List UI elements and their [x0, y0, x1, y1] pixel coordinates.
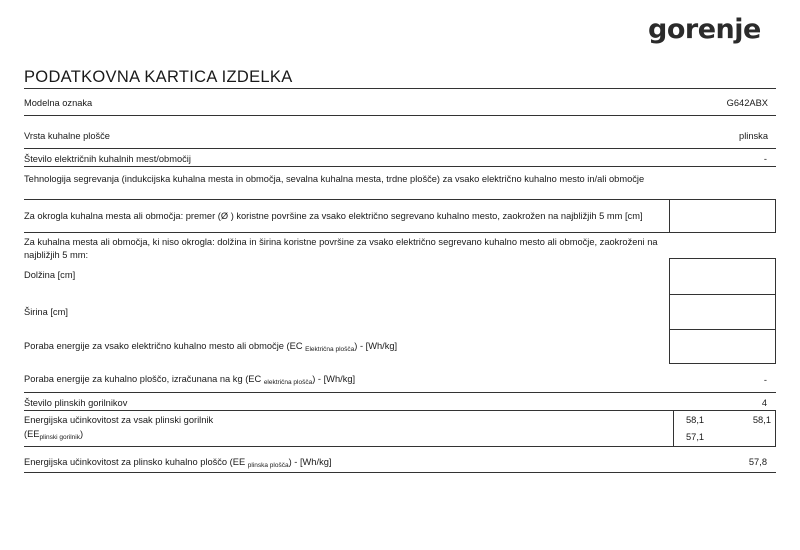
- divider: [24, 199, 776, 200]
- ec-hob-label: [24, 373, 355, 386]
- ee-hob-label-text: Energijska učinkovitost za plinsko kuhalno ploščo (EE: [24, 457, 248, 467]
- ec-zone-value-box: [669, 329, 776, 364]
- burner-efficiency-label: Energijska učinkovitost za vsak plinski gorilnik: [24, 415, 214, 425]
- ee-hob-label-subscript: plinska plošča: [247, 462, 289, 469]
- ec-zone-label-unit: ) - [Wh/kg]: [354, 341, 398, 351]
- divider: [24, 166, 776, 167]
- ec-hob-label-subscript: električna plošča: [263, 379, 313, 386]
- divider: [24, 88, 776, 89]
- burner-count-value: 4: [761, 398, 767, 408]
- hob-type-value: plinska: [739, 131, 768, 141]
- divider: [24, 446, 776, 447]
- ec-hob-label-unit: ) - [Wh/kg]: [312, 374, 356, 384]
- burner-efficiency-prefix: (EE: [24, 429, 40, 439]
- ec-hob-value: -: [763, 375, 767, 385]
- heating-technology-label: Tehnologija segrevanja (indukcijska kuhalna mesta in območja, sevalna kuhalna mesta, trdne plošče) za vsako električno kuhalno mesto in/ali območje: [24, 174, 645, 184]
- burner-efficiency-value: 58,1: [686, 415, 705, 425]
- diameter-value-box: [669, 199, 776, 233]
- length-label: Dolžina [cm]: [24, 270, 76, 280]
- ee-hob-label: [24, 456, 331, 469]
- width-value-box: [669, 294, 776, 330]
- column-separator: [673, 410, 674, 446]
- ec-hob-label-text: Poraba energije za kuhalno ploščo, izračunana na kg (EC: [24, 374, 264, 384]
- width-label: Širina [cm]: [24, 307, 68, 317]
- electric-zones-label: Število električnih kuhalnih mest/območij: [24, 154, 191, 164]
- document-title: PODATKOVNA KARTICA IZDELKA: [24, 68, 293, 86]
- divider: [24, 392, 776, 393]
- divider: [24, 148, 776, 149]
- column-separator: [775, 410, 776, 446]
- burner-efficiency-subscript: plinski gorilnik: [39, 434, 80, 441]
- brand-logo: gorenje: [648, 14, 761, 45]
- ee-hob-value: 57,8: [748, 457, 767, 467]
- noncircular-zone-label: Za kuhalna mesta ali območja, ki niso okrogla: dolžina in širina koristne površine za vsako električno segrevano kuhalno mesto ali območje, zaokroženi na najbližjih 5 mm:: [24, 237, 658, 260]
- ee-hob-label-unit: ) - [Wh/kg]: [288, 457, 332, 467]
- circular-zone-label: Za okrogla kuhalna mesta ali območja: premer (Ø ) koristne površine za vsako električno segrevano kuhalno mesto, zaokrožen na najbližjih 5 mm [cm]: [24, 211, 643, 221]
- model-label: Modelna oznaka: [24, 98, 93, 108]
- burner-efficiency-unit: [24, 428, 83, 441]
- hob-type-label: Vrsta kuhalne plošče: [24, 131, 110, 141]
- burner-efficiency-suffix: ): [79, 429, 84, 439]
- electric-zones-value: -: [763, 154, 767, 164]
- length-value-box: [669, 258, 776, 295]
- burner-efficiency-value: 57,1: [686, 432, 705, 442]
- divider: [24, 410, 776, 411]
- ec-zone-label-text: Poraba energije za vsako električno kuhalno mesto ali območje (EC: [24, 341, 306, 351]
- burner-count-label: Število plinskih gorilnikov: [24, 398, 128, 408]
- ec-zone-label: [24, 340, 397, 353]
- burner-efficiency-value: 58,1: [752, 415, 771, 425]
- ec-zone-label-subscript: Električna plošča: [305, 346, 355, 353]
- model-value: G642ABX: [726, 98, 768, 108]
- divider: [24, 232, 669, 233]
- divider: [24, 115, 776, 116]
- divider: [24, 472, 776, 473]
